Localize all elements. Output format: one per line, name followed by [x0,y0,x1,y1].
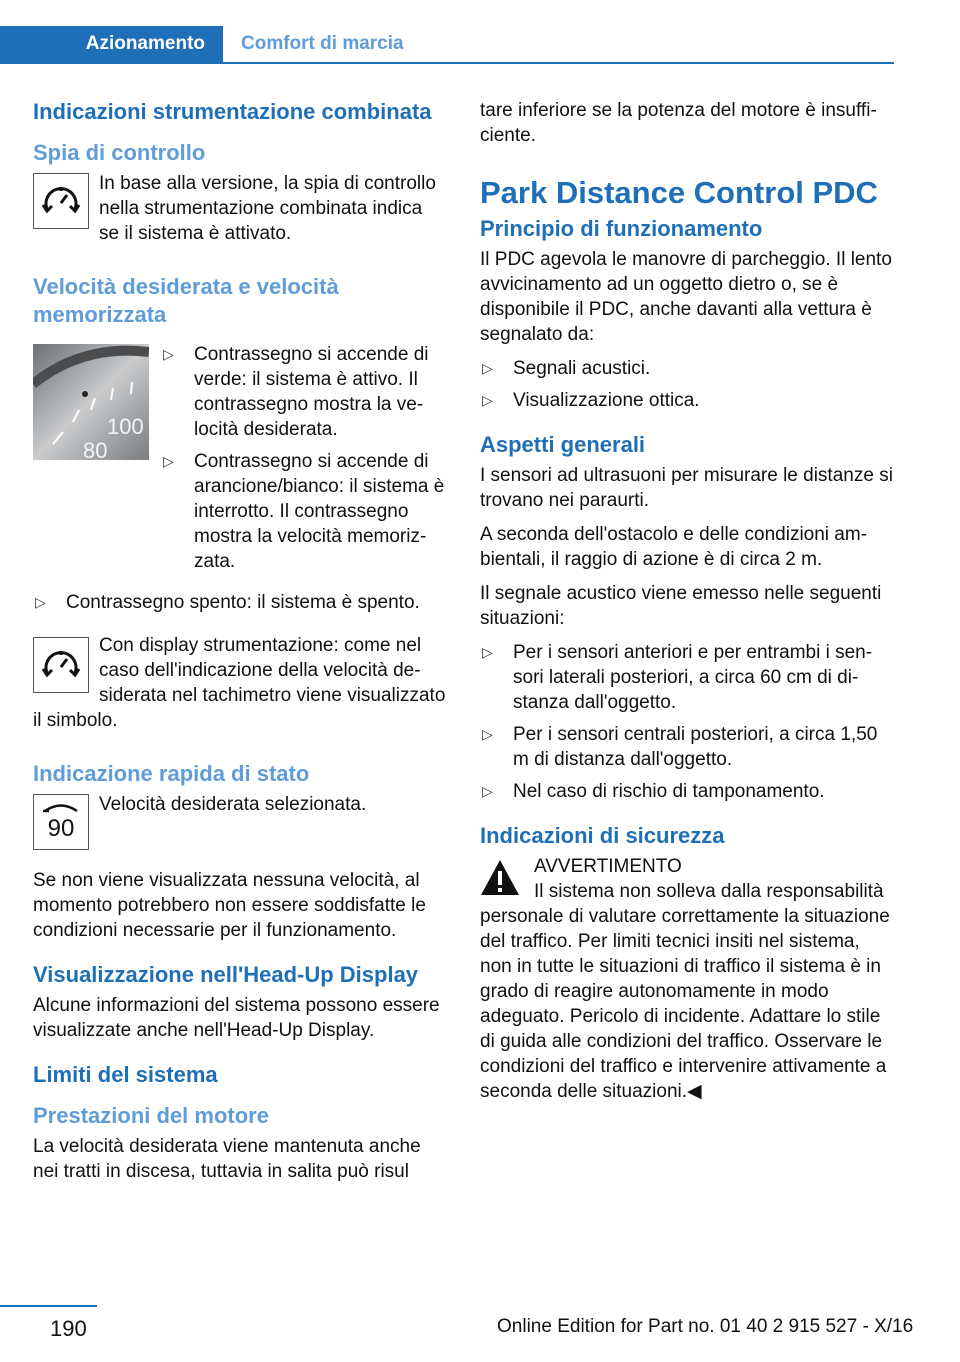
edition-text: Online Edition for Part no. 01 40 2 915 527 - X/16 [497,1316,914,1337]
tab-azionamento[interactable] [0,26,223,62]
hud-text: Alcune informazioni del sistema possono essere visualizzate anche nell'Head-Up Display. [33,995,440,1041]
sensori-text: I sensori ad ultrasuoni per misurare le distanze si trovano nei paraurti. [480,465,893,511]
spia-block [33,171,447,246]
list-item: ▷ Visualizzazione ottica. [482,390,700,411]
list-item: ▷ Contrassegno si accende di arancione/bianco: il sistema è interrotto. Il contrassegno mostra la velocità memorizzata. [163,451,445,572]
prestazioni-text: La velocità desiderata viene mantenuta anche nei tratti in discesa, tuttavia in salita può risul [33,1136,421,1182]
heading-rapida: Indicazione rapida di stato [33,761,310,786]
status-list [33,590,447,615]
heading-principio: Principio di funzionamento [480,216,763,241]
triangle-bullet-icon: ▷ [35,594,46,610]
segnale-text: Il segnale acustico viene emesso nelle seguenti situazioni: [480,583,882,629]
warning-block [480,854,896,1104]
list-item: ▷ Per i sensori centrali posteriori, a circa 1,50 m di distanza dall'oggetto. [482,724,878,770]
principio-text: Il PDC agevola le manovre di parcheggio. Il lento avvicinamento ad un oggetto dietro o, se è disponibile il PDC, anche davanti alla vettura è segnalato da: [480,249,892,345]
continuation-text: tare inferiore se la potenza del motore è insufficiente. [480,100,877,146]
speedo-label-100: 100 [107,414,144,439]
heading-indicazioni: Indicazioni strumentazione combinata [33,99,432,124]
page-number: 190 [50,1316,87,1341]
left-column [33,98,447,1193]
list-item: ▷ Contrassegno si accende di verde: il sistema è attivo. Il contrassegno mostra la velocità desiderata. [163,344,429,440]
rapida-text: Velocità desiderata selezionata. [99,794,367,815]
spia-text: In base alla versione, la spia di controllo nella strumentazione combinata indica se il sistema è attivato. [99,173,436,244]
warning-title: AVVERTIMENTO [534,856,682,877]
cruise-control-icon [33,637,89,693]
heading-pdc: Park Distance Control PDC [480,175,878,210]
heading-spia: Spia di controllo [33,140,206,165]
nonviene-text: Se non viene visualizzata nessuna velocità, al momento potrebbero non essere soddisfatte le condizioni necessarie per il funzionamento. [33,870,426,941]
speed-90-icon [33,794,89,850]
triangle-bullet-icon: ▷ [482,392,493,408]
triangle-bullet-icon: ▷ [482,360,493,376]
situazioni-list [480,640,896,804]
cruise-control-icon [33,173,89,229]
speed-90-label: 90 [47,815,75,842]
heading-sicurezza: Indicazioni di sicurezza [480,823,725,848]
tab-comfort-di-marcia[interactable] [223,26,523,62]
triangle-bullet-icon: ▷ [482,644,493,660]
display-text: Con display strumentazione: come nel caso dell'indicazione della velocità desiderata nel tachimetro viene visualizzato il simbolo. [33,635,446,731]
triangle-bullet-icon: ▷ [163,346,174,362]
list-item: ▷ Per i sensori anteriori e per entrambi i sensori laterali posteriori, a circa 60 cm di distanza dall'oggetto. [482,642,873,713]
heading-hud: Visualizzazione nell'Head-Up Display [33,962,419,987]
warning-text: Il sistema non solleva dalla responsabilità personale di valutare correttamente la situazione del traffico. Per limiti tecnici insiti nel sistema, non in tutte le situazioni di traffico il sistema è in grado di reagire autonomamente in modo adeguato. Pericolo di incidente. Adattare lo stile di guida alle condizioni del traffico. Osservare le condizioni del traffico e intervenire attivamente a seconda delle situazioni.◀ [480,881,890,1102]
display-block [33,633,447,742]
speedo-label-80: 80 [83,438,108,460]
speedo-list [161,342,447,581]
tab-azionamento-label: Azionamento [85,33,205,54]
list-item: ▷ Segnali acustici. [482,358,651,379]
triangle-bullet-icon: ▷ [482,726,493,742]
segnali-list [480,356,896,413]
heading-aspetti: Aspetti generali [480,432,646,457]
seconda-text: A seconda dell'ostacolo e delle condizioni ambientali, il raggio di azione è di circa 2 m. [480,524,868,570]
heading-limiti: Limiti del sistema [33,1062,218,1087]
heading-velocita: Velocità desiderata e velocità memorizzata [33,274,339,327]
triangle-bullet-icon: ▷ [163,453,174,469]
list-item: ▷ Nel caso di rischio di tamponamento. [482,781,825,802]
warning-triangle-icon [480,858,520,898]
triangle-bullet-icon: ▷ [482,783,493,799]
header-tabs [0,26,894,64]
speedo-block [33,342,447,590]
tab-comfort-label: Comfort di marcia [241,33,404,54]
heading-prestazioni: Prestazioni del motore [33,1103,269,1128]
list-item: ▷ Contrassegno spento: il sistema è spento. [35,592,420,613]
speedometer-image [33,344,149,460]
right-column [480,98,896,1113]
rapida-block [33,792,447,850]
footer-rule [0,1305,97,1307]
